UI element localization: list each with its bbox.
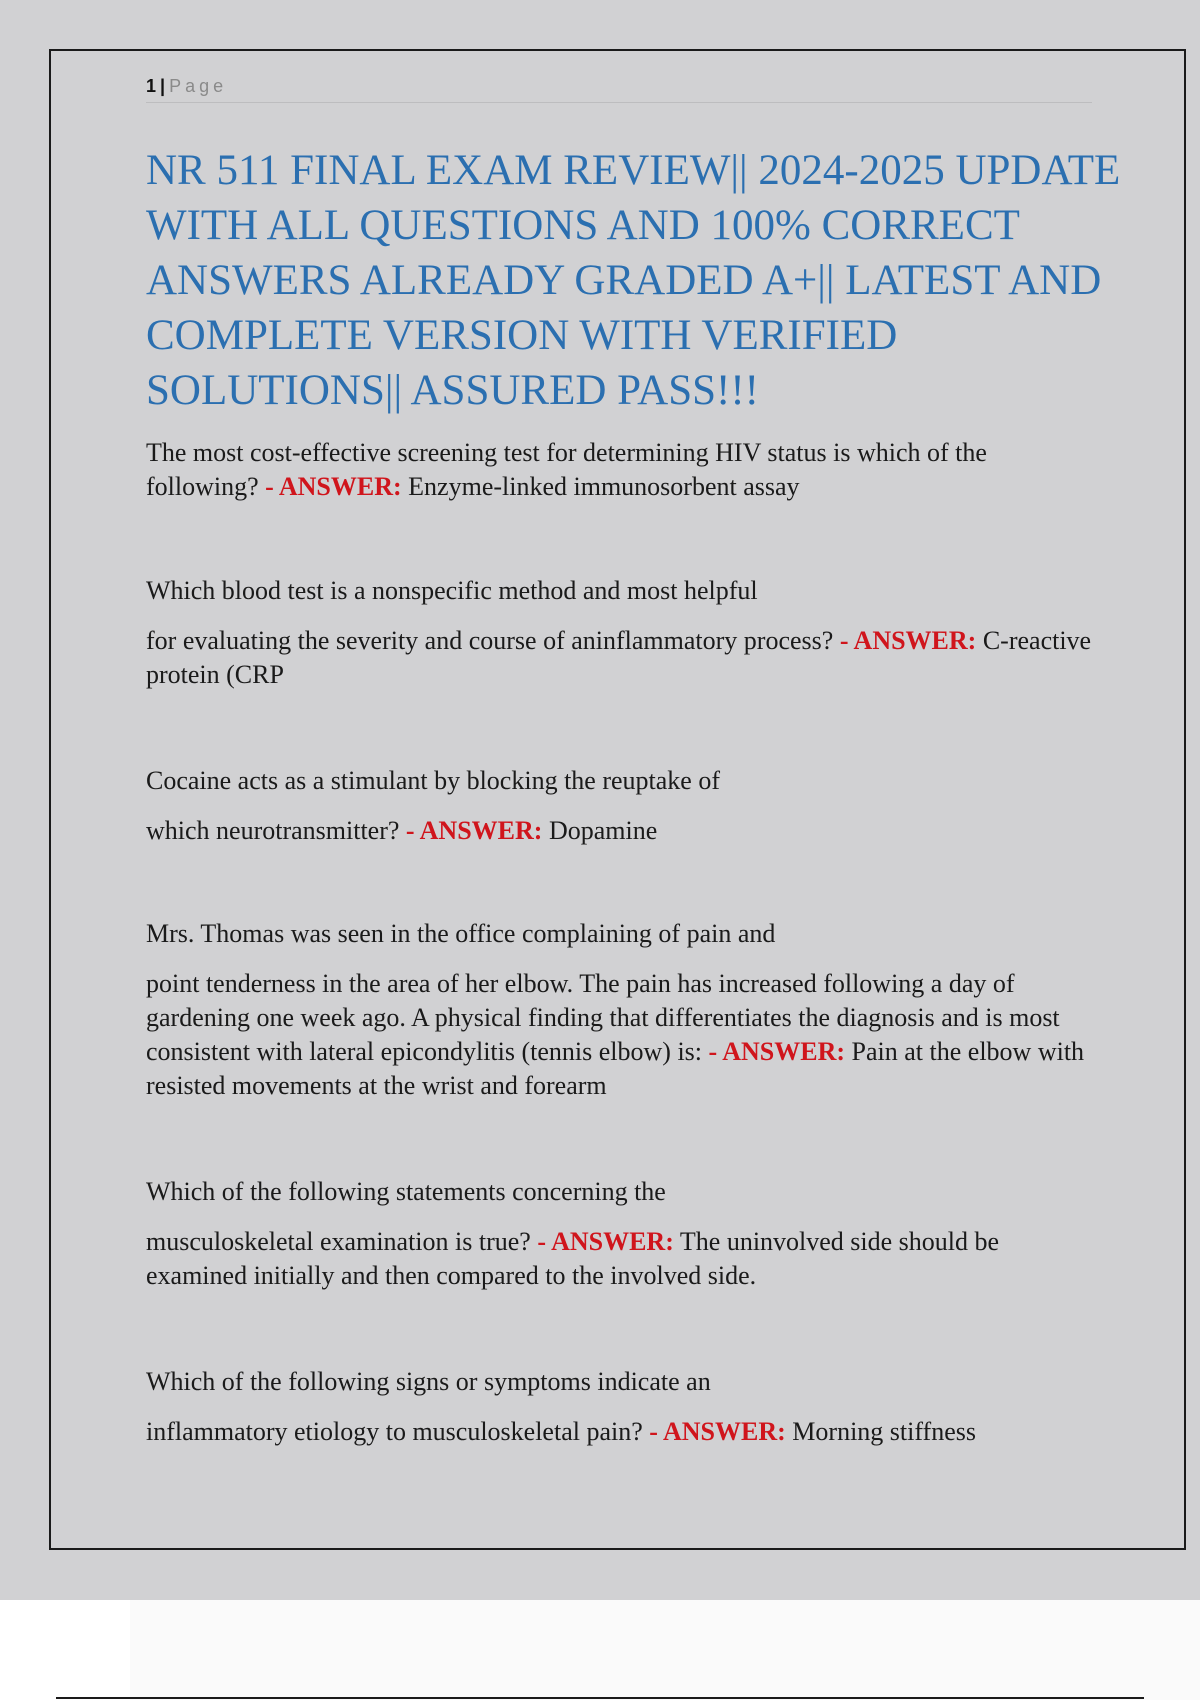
question-text (146, 1415, 1106, 1449)
answer-label: - ANSWER: (265, 472, 402, 501)
question-line: Cocaine acts as a stimulant by blocking the reuptake of (146, 766, 720, 795)
question-text (146, 624, 1106, 692)
question-line: Which of the following statements concerning the (146, 1177, 666, 1206)
header-separator: | (160, 76, 166, 96)
question-line: for evaluating the severity and course of aninflammatory process? (146, 626, 834, 655)
question-text (146, 814, 1106, 848)
question-line: The most cost-effective screening test for determining HIV status is which of the following? (146, 438, 987, 501)
page-label: Page (169, 76, 228, 96)
answer-label: - ANSWER: (839, 626, 977, 655)
question-text (146, 967, 1106, 1103)
answer-label: - ANSWER: (405, 816, 543, 845)
answer-text: Enzyme-linked immunosorbent assay (408, 472, 800, 501)
question-text (146, 1225, 1106, 1293)
question-line: Mrs. Thomas was seen in the office complaining of pain and (146, 919, 776, 948)
answer-text: Dopamine (548, 816, 658, 845)
qa-item (146, 436, 1106, 504)
question-line: which neurotransmitter? (146, 816, 400, 845)
answer-label: - ANSWER: (537, 1227, 674, 1256)
answer-label: - ANSWER: (708, 1037, 846, 1066)
answer-label: - ANSWER: (649, 1417, 786, 1446)
qa-item (146, 917, 1106, 1103)
question-line: point tenderness in the area of her elbow. The pain has increased following a day of gardening one week ago. A physical finding that differentiates the diagnosis and is most consistent with lateral epicondylitis (tennis elbow) is: (146, 969, 1060, 1066)
question-line: Which blood test is a nonspecific method and most helpful (146, 576, 758, 605)
qa-item (146, 574, 1106, 692)
qa-item (146, 1175, 1106, 1293)
qa-item (146, 764, 1106, 848)
question-line: Which of the following signs or symptoms indicate an (146, 1367, 711, 1396)
next-page-preview (130, 1600, 1200, 1700)
page-header (146, 74, 1092, 103)
answer-text: The uninvolved side should be examined initially and then compared to the involved side. (146, 1227, 1000, 1290)
answer-text: Pain at the elbow with resisted movements at the wrist and forearm (146, 1037, 1085, 1100)
document-title: NR 511 FINAL EXAM REVIEW|| 2024-2025 UPDATE WITH ALL QUESTIONS AND 100% CORRECT ANSWERS ALREADY GRADED A+|| LATEST AND COMPLETE VERSION WITH VERIFIED SOLUTIONS|| ASSURED PASS!!! (146, 147, 1121, 414)
answer-text: Morning stiffness (792, 1417, 976, 1446)
qa-item (146, 1365, 1106, 1449)
question-line: inflammatory etiology to musculoskeletal pain? (146, 1417, 643, 1446)
answer-text: C-reactive protein (CRP (146, 626, 1092, 689)
question-line: musculoskeletal examination is true? (146, 1227, 531, 1256)
footer-rule (56, 1697, 1144, 1699)
question-text (146, 436, 1106, 504)
page-number: 1 (146, 76, 157, 96)
